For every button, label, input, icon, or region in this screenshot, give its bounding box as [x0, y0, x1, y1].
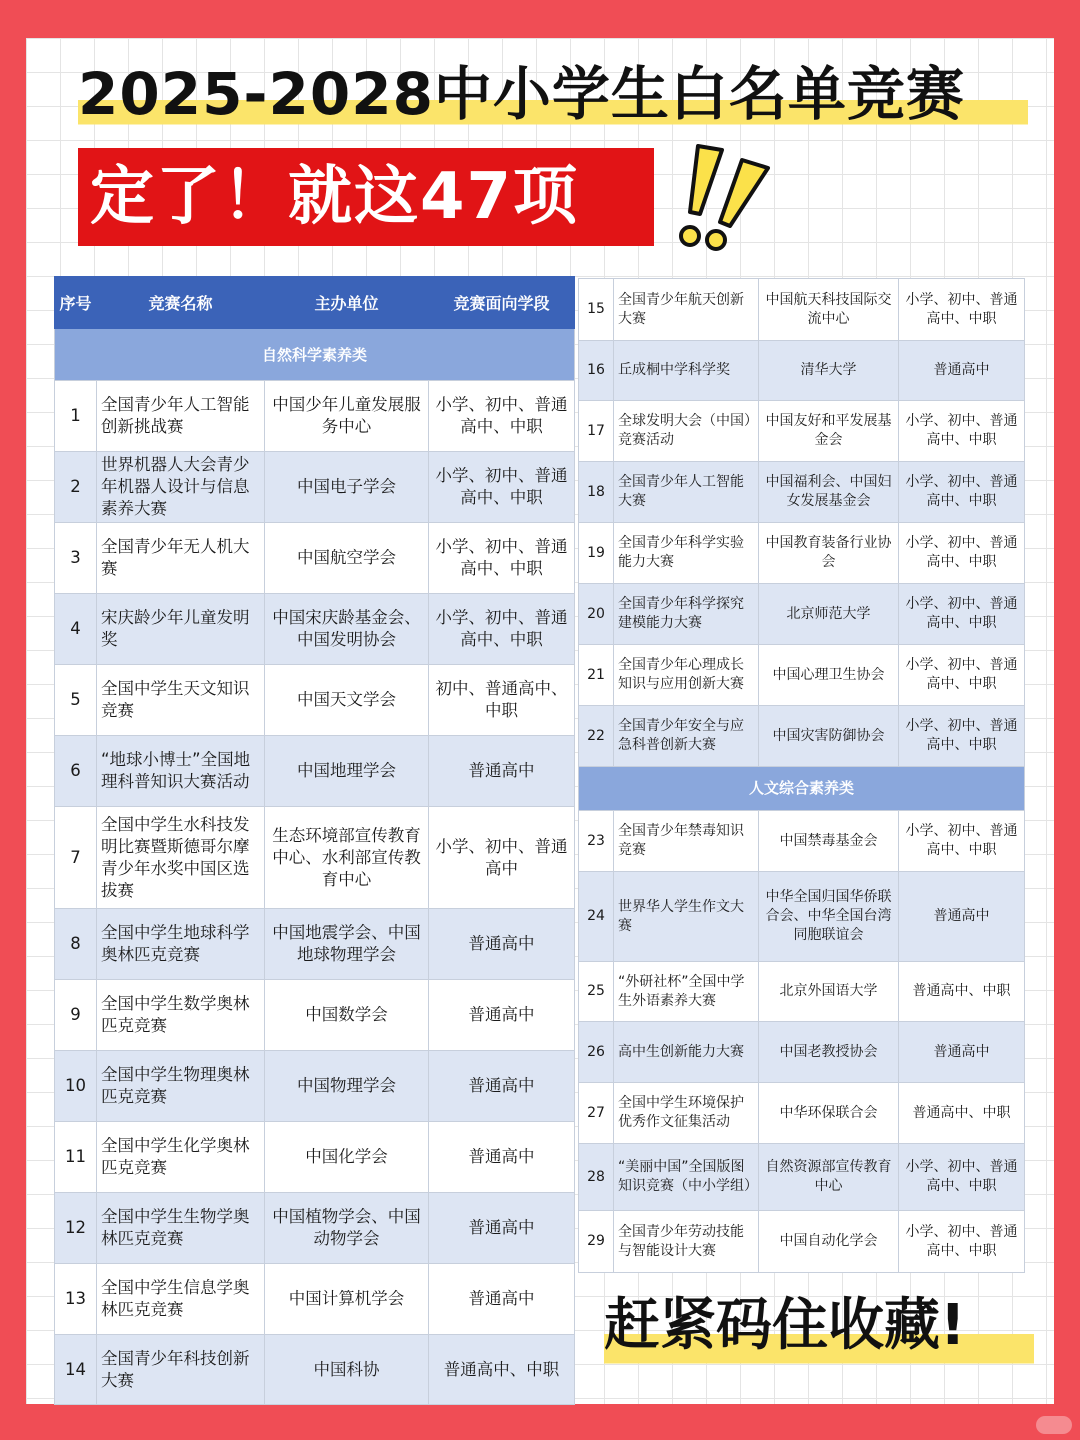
table-row [579, 706, 1025, 767]
row-number: 16 [579, 341, 614, 401]
organizer: 清华大学 [759, 341, 899, 401]
organizer: 中国少年儿童发展服务中心 [265, 381, 429, 452]
table-row [55, 523, 575, 594]
competition-name: 世界机器人大会青少年机器人设计与信息素养大赛 [97, 452, 265, 523]
school-stage: 小学、初中、普通高中 [429, 807, 575, 909]
competition-name: 全国中学生信息学奥林匹克竞赛 [97, 1264, 265, 1335]
table-row [579, 584, 1025, 645]
category-row [55, 329, 575, 381]
competition-name: 全国青少年科学探究建模能力大赛 [614, 584, 759, 645]
organizer: 中国地理学会 [265, 736, 429, 807]
category-label: 人文综合素养类 [579, 767, 1025, 811]
row-number: 18 [579, 462, 614, 523]
row-number: 4 [55, 594, 97, 665]
competition-name: 全国青少年人工智能大赛 [614, 462, 759, 523]
row-number: 2 [55, 452, 97, 523]
competition-name: 全球发明大会（中国）竞赛活动 [614, 401, 759, 462]
school-stage: 普通高中 [429, 1051, 575, 1122]
exclamation-icon [676, 140, 776, 252]
competition-name: 全国青少年人工智能创新挑战赛 [97, 381, 265, 452]
organizer: 中国航天科技国际交流中心 [759, 279, 899, 341]
table-row [55, 980, 575, 1051]
school-stage: 普通高中 [429, 909, 575, 980]
organizer: 中国科协 [265, 1335, 429, 1405]
row-number: 13 [55, 1264, 97, 1335]
organizer: 中国物理学会 [265, 1051, 429, 1122]
table-row [579, 401, 1025, 462]
competition-name: 全国中学生水科技发明比赛暨斯德哥尔摩青少年水奖中国区选拔赛 [97, 807, 265, 909]
school-stage: 小学、初中、普通高中、中职 [899, 811, 1025, 872]
school-stage: 小学、初中、普通高中、中职 [899, 645, 1025, 706]
table-row [55, 665, 575, 736]
school-stage: 小学、初中、普通高中、中职 [899, 584, 1025, 645]
organizer: 中国灾害防御协会 [759, 706, 899, 767]
table-row [579, 811, 1025, 872]
competition-name: 丘成桐中学科学奖 [614, 341, 759, 401]
organizer: 中国地震学会、中国地球物理学会 [265, 909, 429, 980]
competition-name: 高中生创新能力大赛 [614, 1022, 759, 1083]
row-number: 25 [579, 962, 614, 1022]
table-row [579, 1211, 1025, 1273]
competition-name: 全国青少年安全与应急科普创新大赛 [614, 706, 759, 767]
competition-name: 宋庆龄少年儿童发明奖 [97, 594, 265, 665]
table-row [55, 452, 575, 523]
row-number: 9 [55, 980, 97, 1051]
organizer: 中国心理卫生协会 [759, 645, 899, 706]
school-stage: 小学、初中、普通高中、中职 [429, 594, 575, 665]
organizer: 中华环保联合会 [759, 1083, 899, 1144]
table-row [579, 279, 1025, 341]
row-number: 19 [579, 523, 614, 584]
competition-name: 全国青少年无人机大赛 [97, 523, 265, 594]
school-stage: 普通高中 [899, 341, 1025, 401]
headline-banner: 定了！就这47项 [78, 148, 654, 246]
table-row [579, 1083, 1025, 1144]
col-header-name: 竞赛名称 [97, 277, 265, 329]
competition-name: 全国青少年科技创新大赛 [97, 1335, 265, 1405]
row-number: 1 [55, 381, 97, 452]
row-number: 26 [579, 1022, 614, 1083]
school-stage: 小学、初中、普通高中、中职 [899, 462, 1025, 523]
row-number: 24 [579, 872, 614, 962]
row-number: 28 [579, 1144, 614, 1211]
organizer: 中国禁毒基金会 [759, 811, 899, 872]
competition-name: 全国中学生化学奥林匹克竞赛 [97, 1122, 265, 1193]
table-row [579, 1144, 1025, 1211]
competition-name: 全国青少年禁毒知识竞赛 [614, 811, 759, 872]
table-row [55, 909, 575, 980]
row-number: 14 [55, 1335, 97, 1405]
organizer: 中国计算机学会 [265, 1264, 429, 1335]
organizer: 中华全国归国华侨联合会、中华全国台湾同胞联谊会 [759, 872, 899, 962]
competition-name: 全国青少年心理成长知识与应用创新大赛 [614, 645, 759, 706]
row-number: 15 [579, 279, 614, 341]
school-stage: 小学、初中、普通高中、中职 [899, 706, 1025, 767]
organizer: 生态环境部宣传教育中心、水利部宣传教育中心 [265, 807, 429, 909]
page-title: 2025-2028中小学生白名单竞赛 [78, 56, 1028, 132]
table-row [579, 962, 1025, 1022]
organizer: 中国老教授协会 [759, 1022, 899, 1083]
competition-name: “地球小博士”全国地理科普知识大赛活动 [97, 736, 265, 807]
school-stage: 小学、初中、普通高中、中职 [899, 523, 1025, 584]
school-stage: 初中、普通高中、中职 [429, 665, 575, 736]
organizer: 北京师范大学 [759, 584, 899, 645]
organizer: 中国数学会 [265, 980, 429, 1051]
table-row [579, 1022, 1025, 1083]
table-row [579, 645, 1025, 706]
competition-table-right [578, 278, 1025, 1273]
table-header-row [55, 277, 575, 329]
organizer: 中国化学会 [265, 1122, 429, 1193]
footer-slogan: 赶紧码住收藏! [604, 1290, 1034, 1370]
school-stage: 小学、初中、普通高中、中职 [429, 452, 575, 523]
school-stage: 普通高中、中职 [899, 962, 1025, 1022]
competition-name: 全国中学生天文知识竞赛 [97, 665, 265, 736]
competition-name: 全国中学生数学奥林匹克竞赛 [97, 980, 265, 1051]
school-stage: 普通高中 [899, 872, 1025, 962]
table-row [55, 736, 575, 807]
row-number: 20 [579, 584, 614, 645]
school-stage: 普通高中 [899, 1022, 1025, 1083]
category-row [579, 767, 1025, 811]
organizer: 中国教育装备行业协会 [759, 523, 899, 584]
school-stage: 小学、初中、普通高中、中职 [899, 1144, 1025, 1211]
organizer: 中国植物学会、中国动物学会 [265, 1193, 429, 1264]
category-label: 自然科学素养类 [55, 329, 575, 381]
table-row [579, 462, 1025, 523]
school-stage: 小学、初中、普通高中、中职 [429, 523, 575, 594]
row-number: 29 [579, 1211, 614, 1273]
school-stage: 普通高中 [429, 1264, 575, 1335]
row-number: 12 [55, 1193, 97, 1264]
row-number: 11 [55, 1122, 97, 1193]
table-row [55, 1051, 575, 1122]
school-stage: 普通高中 [429, 1193, 575, 1264]
school-stage: 普通高中 [429, 980, 575, 1051]
competition-name: 全国青少年航天创新大赛 [614, 279, 759, 341]
row-number: 10 [55, 1051, 97, 1122]
table-row [55, 807, 575, 909]
organizer: 中国福利会、中国妇女发展基金会 [759, 462, 899, 523]
school-stage: 普通高中 [429, 736, 575, 807]
row-number: 27 [579, 1083, 614, 1144]
row-number: 5 [55, 665, 97, 736]
organizer: 中国宋庆龄基金会、中国发明协会 [265, 594, 429, 665]
school-stage: 小学、初中、普通高中、中职 [429, 381, 575, 452]
competition-name: “外研社杯”全国中学生外语素养大赛 [614, 962, 759, 1022]
row-number: 8 [55, 909, 97, 980]
row-number: 7 [55, 807, 97, 909]
organizer: 自然资源部宣传教育中心 [759, 1144, 899, 1211]
table-row [55, 381, 575, 452]
col-header-org: 主办单位 [265, 277, 429, 329]
organizer: 中国友好和平发展基金会 [759, 401, 899, 462]
col-header-stage: 竞赛面向学段 [429, 277, 575, 329]
competition-name: 全国中学生物理奥林匹克竞赛 [97, 1051, 265, 1122]
organizer: 北京外国语大学 [759, 962, 899, 1022]
competition-name: 全国中学生环境保护优秀作文征集活动 [614, 1083, 759, 1144]
organizer: 中国电子学会 [265, 452, 429, 523]
table-row [55, 1193, 575, 1264]
school-stage: 小学、初中、普通高中、中职 [899, 279, 1025, 341]
organizer: 中国航空学会 [265, 523, 429, 594]
school-stage: 小学、初中、普通高中、中职 [899, 401, 1025, 462]
table-row [55, 1122, 575, 1193]
competition-table-left [54, 276, 575, 1405]
col-header-num: 序号 [55, 277, 97, 329]
row-number: 3 [55, 523, 97, 594]
table-row [55, 1264, 575, 1335]
table-row [579, 341, 1025, 401]
competition-name: “美丽中国”全国版图知识竞赛（中小学组） [614, 1144, 759, 1211]
competition-name: 全国青少年劳动技能与智能设计大赛 [614, 1211, 759, 1273]
row-number: 17 [579, 401, 614, 462]
row-number: 21 [579, 645, 614, 706]
competition-name: 全国中学生地球科学奥林匹克竞赛 [97, 909, 265, 980]
school-stage: 普通高中 [429, 1122, 575, 1193]
organizer: 中国自动化学会 [759, 1211, 899, 1273]
organizer: 中国天文学会 [265, 665, 429, 736]
school-stage: 小学、初中、普通高中、中职 [899, 1211, 1025, 1273]
row-number: 23 [579, 811, 614, 872]
competition-name: 全国青少年科学实验能力大赛 [614, 523, 759, 584]
school-stage: 普通高中、中职 [429, 1335, 575, 1405]
school-stage: 普通高中、中职 [899, 1083, 1025, 1144]
competition-name: 世界华人学生作文大赛 [614, 872, 759, 962]
table-row [579, 523, 1025, 584]
row-number: 22 [579, 706, 614, 767]
watermark-badge [1036, 1416, 1072, 1434]
table-row [579, 872, 1025, 962]
row-number: 6 [55, 736, 97, 807]
competition-name: 全国中学生生物学奥林匹克竞赛 [97, 1193, 265, 1264]
table-row [55, 594, 575, 665]
table-row [55, 1335, 575, 1405]
